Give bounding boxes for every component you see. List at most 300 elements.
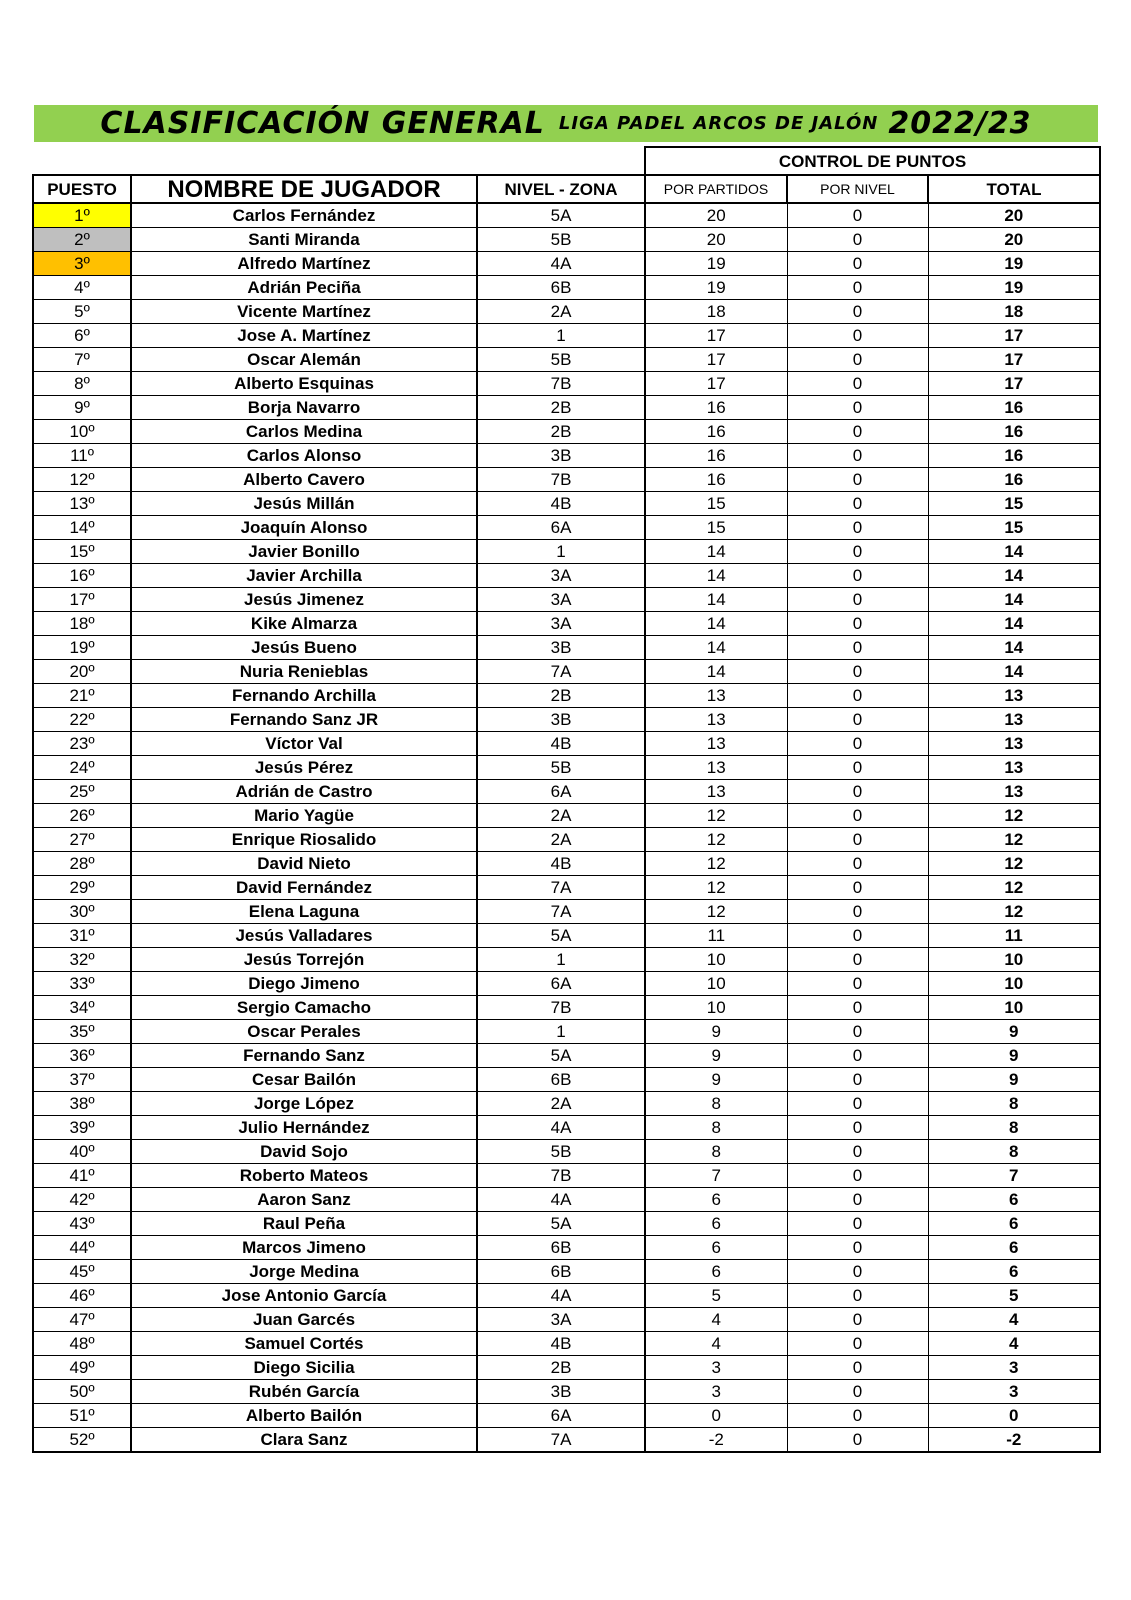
position-cell: 24º xyxy=(33,756,131,780)
level-zone-cell: 2B xyxy=(477,684,645,708)
total-points-cell: 14 xyxy=(928,540,1100,564)
points-by-matches-cell: 12 xyxy=(645,804,787,828)
level-zone-cell: 4A xyxy=(477,1188,645,1212)
total-points-cell: 6 xyxy=(928,1260,1100,1284)
player-name-cell: Diego Jimeno xyxy=(131,972,477,996)
player-name-cell: David Sojo xyxy=(131,1140,477,1164)
player-name-cell: Jesús Pérez xyxy=(131,756,477,780)
level-zone-cell: 7A xyxy=(477,660,645,684)
total-points-cell: 13 xyxy=(928,780,1100,804)
total-points-cell: 20 xyxy=(928,203,1100,228)
points-by-level-cell: 0 xyxy=(787,1020,928,1044)
total-points-cell: 12 xyxy=(928,852,1100,876)
player-name-cell: Kike Almarza xyxy=(131,612,477,636)
player-name-cell: Adrián Peciña xyxy=(131,276,477,300)
player-name-cell: Jesús Torrejón xyxy=(131,948,477,972)
table-row xyxy=(33,444,1100,468)
table-row xyxy=(33,1236,1100,1260)
table-row xyxy=(33,348,1100,372)
points-by-matches-cell: 13 xyxy=(645,780,787,804)
level-zone-cell: 6B xyxy=(477,276,645,300)
table-row xyxy=(33,1308,1100,1332)
points-by-matches-cell: 6 xyxy=(645,1260,787,1284)
total-points-cell: 12 xyxy=(928,876,1100,900)
player-name-cell: Jorge Medina xyxy=(131,1260,477,1284)
title-main: CLASIFICACIÓN GENERAL xyxy=(100,106,545,141)
points-by-level-cell: 0 xyxy=(787,228,928,252)
position-cell: 21º xyxy=(33,684,131,708)
header-control-de-puntos: CONTROL DE PUNTOS xyxy=(645,147,1100,175)
total-points-cell: 14 xyxy=(928,636,1100,660)
level-zone-cell: 4B xyxy=(477,492,645,516)
level-zone-cell: 3A xyxy=(477,588,645,612)
player-name-cell: Carlos Fernández xyxy=(131,203,477,228)
table-row xyxy=(33,203,1100,228)
player-name-cell: David Fernández xyxy=(131,876,477,900)
level-zone-cell: 5A xyxy=(477,203,645,228)
level-zone-cell: 1 xyxy=(477,324,645,348)
points-by-level-cell: 0 xyxy=(787,1332,928,1356)
player-name-cell: Javier Archilla xyxy=(131,564,477,588)
points-by-level-cell: 0 xyxy=(787,564,928,588)
points-by-matches-cell: 16 xyxy=(645,468,787,492)
position-cell: 23º xyxy=(33,732,131,756)
total-points-cell: 7 xyxy=(928,1164,1100,1188)
level-zone-cell: 6A xyxy=(477,516,645,540)
points-by-level-cell: 0 xyxy=(787,203,928,228)
points-by-level-cell: 0 xyxy=(787,348,928,372)
table-row xyxy=(33,684,1100,708)
player-name-cell: Oscar Perales xyxy=(131,1020,477,1044)
table-row xyxy=(33,828,1100,852)
total-points-cell: 8 xyxy=(928,1092,1100,1116)
player-name-cell: Jesús Jimenez xyxy=(131,588,477,612)
level-zone-cell: 7B xyxy=(477,996,645,1020)
table-row xyxy=(33,588,1100,612)
position-cell: 17º xyxy=(33,588,131,612)
points-by-matches-cell: 14 xyxy=(645,588,787,612)
total-points-cell: 12 xyxy=(928,804,1100,828)
level-zone-cell: 5B xyxy=(477,348,645,372)
table-row xyxy=(33,1116,1100,1140)
total-points-cell: 14 xyxy=(928,612,1100,636)
table-row xyxy=(33,564,1100,588)
table-row xyxy=(33,372,1100,396)
points-by-level-cell: 0 xyxy=(787,804,928,828)
table-row xyxy=(33,804,1100,828)
table-row xyxy=(33,1140,1100,1164)
points-by-level-cell: 0 xyxy=(787,372,928,396)
position-cell: 34º xyxy=(33,996,131,1020)
level-zone-cell: 3B xyxy=(477,636,645,660)
level-zone-cell: 3B xyxy=(477,444,645,468)
table-row xyxy=(33,300,1100,324)
table-row xyxy=(33,228,1100,252)
position-cell: 30º xyxy=(33,900,131,924)
table-row xyxy=(33,876,1100,900)
table-row xyxy=(33,1164,1100,1188)
position-cell: 22º xyxy=(33,708,131,732)
position-cell: 10º xyxy=(33,420,131,444)
points-by-matches-cell: 9 xyxy=(645,1068,787,1092)
points-by-level-cell: 0 xyxy=(787,852,928,876)
table-row xyxy=(33,516,1100,540)
points-by-level-cell: 0 xyxy=(787,1308,928,1332)
total-points-cell: 14 xyxy=(928,588,1100,612)
player-name-cell: Javier Bonillo xyxy=(131,540,477,564)
player-name-cell: Fernando Archilla xyxy=(131,684,477,708)
player-name-cell: Jose A. Martínez xyxy=(131,324,477,348)
position-cell: 20º xyxy=(33,660,131,684)
player-name-cell: Mario Yagüe xyxy=(131,804,477,828)
points-by-matches-cell: 5 xyxy=(645,1284,787,1308)
total-points-cell: 16 xyxy=(928,444,1100,468)
level-zone-cell: 3B xyxy=(477,1380,645,1404)
position-cell: 1º xyxy=(33,203,131,228)
points-by-level-cell: 0 xyxy=(787,324,928,348)
total-points-cell: 10 xyxy=(928,948,1100,972)
points-by-level-cell: 0 xyxy=(787,780,928,804)
position-cell: 14º xyxy=(33,516,131,540)
total-points-cell: 17 xyxy=(928,372,1100,396)
header-total: TOTAL xyxy=(928,175,1100,203)
table-row xyxy=(33,660,1100,684)
points-by-level-cell: 0 xyxy=(787,876,928,900)
level-zone-cell: 6A xyxy=(477,972,645,996)
points-by-matches-cell: 16 xyxy=(645,396,787,420)
player-name-cell: Vicente Martínez xyxy=(131,300,477,324)
position-cell: 49º xyxy=(33,1356,131,1380)
level-zone-cell: 7A xyxy=(477,1428,645,1453)
total-points-cell: 19 xyxy=(928,276,1100,300)
points-by-matches-cell: 0 xyxy=(645,1404,787,1428)
points-by-matches-cell: 14 xyxy=(645,564,787,588)
position-cell: 25º xyxy=(33,780,131,804)
player-name-cell: Elena Laguna xyxy=(131,900,477,924)
player-name-cell: Víctor Val xyxy=(131,732,477,756)
position-cell: 27º xyxy=(33,828,131,852)
total-points-cell: 15 xyxy=(928,516,1100,540)
position-cell: 37º xyxy=(33,1068,131,1092)
points-by-level-cell: 0 xyxy=(787,276,928,300)
points-by-matches-cell: 9 xyxy=(645,1020,787,1044)
points-by-level-cell: 0 xyxy=(787,636,928,660)
table-row xyxy=(33,756,1100,780)
level-zone-cell: 7A xyxy=(477,900,645,924)
level-zone-cell: 3B xyxy=(477,708,645,732)
position-cell: 46º xyxy=(33,1284,131,1308)
header-row xyxy=(33,175,1100,203)
level-zone-cell: 7B xyxy=(477,372,645,396)
level-zone-cell: 1 xyxy=(477,1020,645,1044)
position-cell: 47º xyxy=(33,1308,131,1332)
level-zone-cell: 1 xyxy=(477,948,645,972)
player-name-cell: Rubén García xyxy=(131,1380,477,1404)
points-by-level-cell: 0 xyxy=(787,708,928,732)
total-points-cell: 10 xyxy=(928,972,1100,996)
table-row xyxy=(33,636,1100,660)
position-cell: 2º xyxy=(33,228,131,252)
level-zone-cell: 6B xyxy=(477,1236,645,1260)
points-by-level-cell: 0 xyxy=(787,1212,928,1236)
points-by-matches-cell: 17 xyxy=(645,324,787,348)
points-by-level-cell: 0 xyxy=(787,444,928,468)
position-cell: 28º xyxy=(33,852,131,876)
header-por-partidos: POR PARTIDOS xyxy=(645,175,787,203)
points-by-level-cell: 0 xyxy=(787,588,928,612)
level-zone-cell: 5B xyxy=(477,756,645,780)
table-row xyxy=(33,996,1100,1020)
points-by-level-cell: 0 xyxy=(787,300,928,324)
points-by-matches-cell: 12 xyxy=(645,828,787,852)
total-points-cell: 4 xyxy=(928,1308,1100,1332)
table-row xyxy=(33,1068,1100,1092)
player-name-cell: Clara Sanz xyxy=(131,1428,477,1453)
table-row xyxy=(33,324,1100,348)
level-zone-cell: 3A xyxy=(477,1308,645,1332)
position-cell: 3º xyxy=(33,252,131,276)
total-points-cell: 6 xyxy=(928,1236,1100,1260)
points-by-matches-cell: 15 xyxy=(645,516,787,540)
player-name-cell: Joaquín Alonso xyxy=(131,516,477,540)
table-row xyxy=(33,852,1100,876)
points-by-level-cell: 0 xyxy=(787,1092,928,1116)
points-by-matches-cell: 20 xyxy=(645,228,787,252)
points-by-level-cell: 0 xyxy=(787,420,928,444)
table-row xyxy=(33,1044,1100,1068)
position-cell: 12º xyxy=(33,468,131,492)
points-by-matches-cell: 6 xyxy=(645,1236,787,1260)
points-by-matches-cell: 10 xyxy=(645,972,787,996)
level-zone-cell: 5A xyxy=(477,1044,645,1068)
points-by-matches-cell: 13 xyxy=(645,684,787,708)
points-by-matches-cell: 14 xyxy=(645,636,787,660)
total-points-cell: 6 xyxy=(928,1212,1100,1236)
player-name-cell: Enrique Riosalido xyxy=(131,828,477,852)
points-by-matches-cell: 14 xyxy=(645,660,787,684)
points-by-level-cell: 0 xyxy=(787,612,928,636)
points-by-matches-cell: 20 xyxy=(645,203,787,228)
points-by-matches-cell: 6 xyxy=(645,1188,787,1212)
position-cell: 32º xyxy=(33,948,131,972)
points-by-matches-cell: 16 xyxy=(645,444,787,468)
position-cell: 26º xyxy=(33,804,131,828)
table-row xyxy=(33,1020,1100,1044)
player-name-cell: Adrián de Castro xyxy=(131,780,477,804)
level-zone-cell: 2A xyxy=(477,804,645,828)
points-by-level-cell: 0 xyxy=(787,396,928,420)
total-points-cell: 5 xyxy=(928,1284,1100,1308)
points-by-level-cell: 0 xyxy=(787,1164,928,1188)
table-row xyxy=(33,924,1100,948)
player-name-cell: Borja Navarro xyxy=(131,396,477,420)
player-name-cell: Carlos Alonso xyxy=(131,444,477,468)
table-row xyxy=(33,1092,1100,1116)
table-row xyxy=(33,420,1100,444)
table-row xyxy=(33,948,1100,972)
level-zone-cell: 4B xyxy=(477,1332,645,1356)
points-by-level-cell: 0 xyxy=(787,1380,928,1404)
player-name-cell: Fernando Sanz JR xyxy=(131,708,477,732)
level-zone-cell: 2B xyxy=(477,396,645,420)
total-points-cell: 0 xyxy=(928,1404,1100,1428)
header-nombre: NOMBRE DE JUGADOR xyxy=(131,175,477,203)
level-zone-cell: 5A xyxy=(477,924,645,948)
table-row xyxy=(33,252,1100,276)
position-cell: 4º xyxy=(33,276,131,300)
table-row xyxy=(33,1212,1100,1236)
position-cell: 13º xyxy=(33,492,131,516)
table-row xyxy=(33,1284,1100,1308)
player-name-cell: Jesús Millán xyxy=(131,492,477,516)
total-points-cell: 16 xyxy=(928,420,1100,444)
points-by-level-cell: 0 xyxy=(787,1260,928,1284)
total-points-cell: 18 xyxy=(928,300,1100,324)
points-by-matches-cell: 17 xyxy=(645,348,787,372)
header-nivel-zona: NIVEL - ZONA xyxy=(477,175,645,203)
level-zone-cell: 4A xyxy=(477,1116,645,1140)
player-name-cell: Raul Peña xyxy=(131,1212,477,1236)
total-points-cell: 9 xyxy=(928,1020,1100,1044)
points-by-level-cell: 0 xyxy=(787,492,928,516)
player-name-cell: Oscar Alemán xyxy=(131,348,477,372)
position-cell: 41º xyxy=(33,1164,131,1188)
header-group-row xyxy=(33,147,1100,175)
level-zone-cell: 5B xyxy=(477,228,645,252)
points-by-matches-cell: 4 xyxy=(645,1332,787,1356)
table-row xyxy=(33,732,1100,756)
points-by-matches-cell: 3 xyxy=(645,1356,787,1380)
total-points-cell: 19 xyxy=(928,252,1100,276)
player-name-cell: Alfredo Martínez xyxy=(131,252,477,276)
position-cell: 6º xyxy=(33,324,131,348)
points-by-matches-cell: 8 xyxy=(645,1092,787,1116)
total-points-cell: 17 xyxy=(928,348,1100,372)
level-zone-cell: 6B xyxy=(477,1068,645,1092)
position-cell: 51º xyxy=(33,1404,131,1428)
points-by-matches-cell: 13 xyxy=(645,756,787,780)
total-points-cell: 13 xyxy=(928,708,1100,732)
table-row xyxy=(33,540,1100,564)
level-zone-cell: 7A xyxy=(477,876,645,900)
position-cell: 19º xyxy=(33,636,131,660)
points-by-level-cell: 0 xyxy=(787,468,928,492)
points-by-level-cell: 0 xyxy=(787,828,928,852)
total-points-cell: 10 xyxy=(928,996,1100,1020)
points-by-matches-cell: 15 xyxy=(645,492,787,516)
table-row xyxy=(33,612,1100,636)
player-name-cell: David Nieto xyxy=(131,852,477,876)
table-row xyxy=(33,708,1100,732)
title-league: LIGA PADEL ARCOS DE JALÓN xyxy=(558,113,879,134)
player-name-cell: Sergio Camacho xyxy=(131,996,477,1020)
points-by-level-cell: 0 xyxy=(787,1140,928,1164)
points-by-matches-cell: -2 xyxy=(645,1428,787,1453)
player-name-cell: Carlos Medina xyxy=(131,420,477,444)
points-by-matches-cell: 10 xyxy=(645,996,787,1020)
player-name-cell: Juan Garcés xyxy=(131,1308,477,1332)
table-row xyxy=(33,1404,1100,1428)
level-zone-cell: 5B xyxy=(477,1140,645,1164)
points-by-level-cell: 0 xyxy=(787,996,928,1020)
level-zone-cell: 2B xyxy=(477,420,645,444)
header-por-nivel: POR NIVEL xyxy=(787,175,928,203)
points-by-level-cell: 0 xyxy=(787,756,928,780)
points-by-matches-cell: 12 xyxy=(645,852,787,876)
table-row xyxy=(33,1380,1100,1404)
points-by-level-cell: 0 xyxy=(787,540,928,564)
points-by-level-cell: 0 xyxy=(787,1404,928,1428)
level-zone-cell: 3A xyxy=(477,612,645,636)
position-cell: 42º xyxy=(33,1188,131,1212)
standings-body xyxy=(33,203,1100,1452)
position-cell: 29º xyxy=(33,876,131,900)
level-zone-cell: 2A xyxy=(477,300,645,324)
total-points-cell: 11 xyxy=(928,924,1100,948)
points-by-level-cell: 0 xyxy=(787,1236,928,1260)
table-row xyxy=(33,1188,1100,1212)
points-by-matches-cell: 14 xyxy=(645,612,787,636)
points-by-matches-cell: 19 xyxy=(645,252,787,276)
title-season: 2022/23 xyxy=(888,106,1032,141)
position-cell: 39º xyxy=(33,1116,131,1140)
standings-table xyxy=(32,146,1101,1453)
level-zone-cell: 5A xyxy=(477,1212,645,1236)
player-name-cell: Jose Antonio García xyxy=(131,1284,477,1308)
points-by-matches-cell: 18 xyxy=(645,300,787,324)
table-row xyxy=(33,396,1100,420)
points-by-matches-cell: 3 xyxy=(645,1380,787,1404)
total-points-cell: 9 xyxy=(928,1068,1100,1092)
total-points-cell: 13 xyxy=(928,756,1100,780)
table-row xyxy=(33,468,1100,492)
points-by-level-cell: 0 xyxy=(787,732,928,756)
points-by-level-cell: 0 xyxy=(787,900,928,924)
header-spacer xyxy=(33,147,645,175)
player-name-cell: Alberto Esquinas xyxy=(131,372,477,396)
points-by-level-cell: 0 xyxy=(787,1356,928,1380)
points-by-level-cell: 0 xyxy=(787,1044,928,1068)
position-cell: 7º xyxy=(33,348,131,372)
total-points-cell: 13 xyxy=(928,684,1100,708)
points-by-matches-cell: 16 xyxy=(645,420,787,444)
points-by-level-cell: 0 xyxy=(787,1116,928,1140)
points-by-matches-cell: 17 xyxy=(645,372,787,396)
points-by-matches-cell: 4 xyxy=(645,1308,787,1332)
points-by-matches-cell: 8 xyxy=(645,1140,787,1164)
level-zone-cell: 6A xyxy=(477,1404,645,1428)
player-name-cell: Samuel Cortés xyxy=(131,1332,477,1356)
player-name-cell: Cesar Bailón xyxy=(131,1068,477,1092)
table-row xyxy=(33,1356,1100,1380)
level-zone-cell: 4B xyxy=(477,852,645,876)
points-by-level-cell: 0 xyxy=(787,924,928,948)
player-name-cell: Marcos Jimeno xyxy=(131,1236,477,1260)
level-zone-cell: 4A xyxy=(477,1284,645,1308)
points-by-level-cell: 0 xyxy=(787,972,928,996)
points-by-level-cell: 0 xyxy=(787,1284,928,1308)
points-by-level-cell: 0 xyxy=(787,252,928,276)
points-by-matches-cell: 12 xyxy=(645,900,787,924)
total-points-cell: 13 xyxy=(928,732,1100,756)
points-by-level-cell: 0 xyxy=(787,948,928,972)
level-zone-cell: 7B xyxy=(477,468,645,492)
points-by-level-cell: 0 xyxy=(787,1188,928,1212)
player-name-cell: Jesús Valladares xyxy=(131,924,477,948)
points-by-level-cell: 0 xyxy=(787,1428,928,1453)
player-name-cell: Santi Miranda xyxy=(131,228,477,252)
points-by-matches-cell: 13 xyxy=(645,732,787,756)
